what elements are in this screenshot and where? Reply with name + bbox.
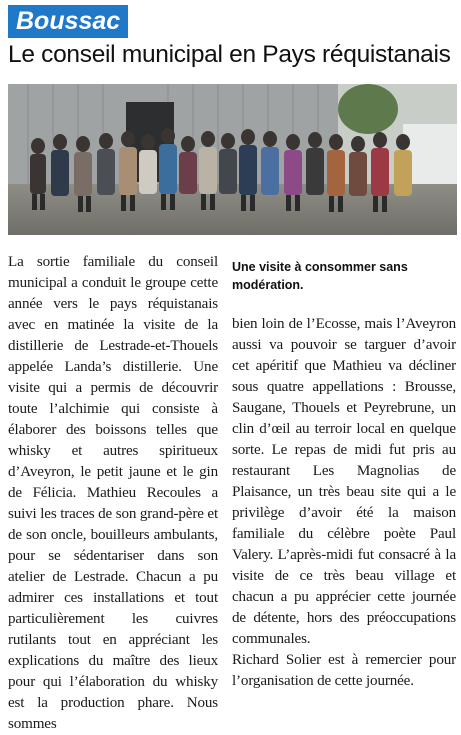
article-subheading: Une visite à consommer sans modération.	[232, 260, 408, 292]
group-photo	[8, 84, 457, 235]
article-headline: Le conseil municipal en Pays réquistanais	[8, 41, 451, 68]
paragraph: La sortie familiale du conseil municipal a conduit le groupe cette année vers le pays réquistanais avec en matinée la visite de la distillerie de Lestrade-et-Thouels appelée Landa’s distillerie. Une visite qui a permis de découvrir toute l’alchimie qui consiste à élaborer des boissons telles que whisky et autres spiritueux d’Aveyron, le petit jaune et le gin de Félicia. Mathieu Recoules a suivi les traces de son grand-père et de son oncle, bouilleurs ambulants, pour se sédentariser dans son atelier de Lestrade. Chacun a pu admirer ces installations et tout particulièrement les cuivres rutilants tout en appréciant les explications du maître des lieux pour qui l’élaboration du whisky est la production phare. Nous sommes	[8, 254, 218, 732]
section-tag: Boussac	[8, 5, 128, 38]
paragraph-acknowledgement: Richard Solier est à remercier pour l’organisation de cette journée.	[232, 652, 456, 689]
paragraph: bien loin de l’Ecosse, mais l’Aveyron aussi va pouvoir se targuer d’avoir cet apéritif que Mathieu va décliner sous quatre appellations : Brousse, Saugane, Thouels et Peyrebrune, un clin d’œil au terroir local en quelque sorte. Le repas de midi fut pris au restaurant Les Magnolias de Plaisance, un très beau site qui a le privilège d’avoir été la maison familiale du célèbre poète Paul Valery. L’après-midi fut consacré à la visite de ce très beau village et chacun a pu apprécier cette journée de détente, hors des préoccupations communales.	[232, 316, 456, 647]
article-body-column-2	[232, 314, 456, 692]
article-body-column-1	[8, 252, 218, 735]
